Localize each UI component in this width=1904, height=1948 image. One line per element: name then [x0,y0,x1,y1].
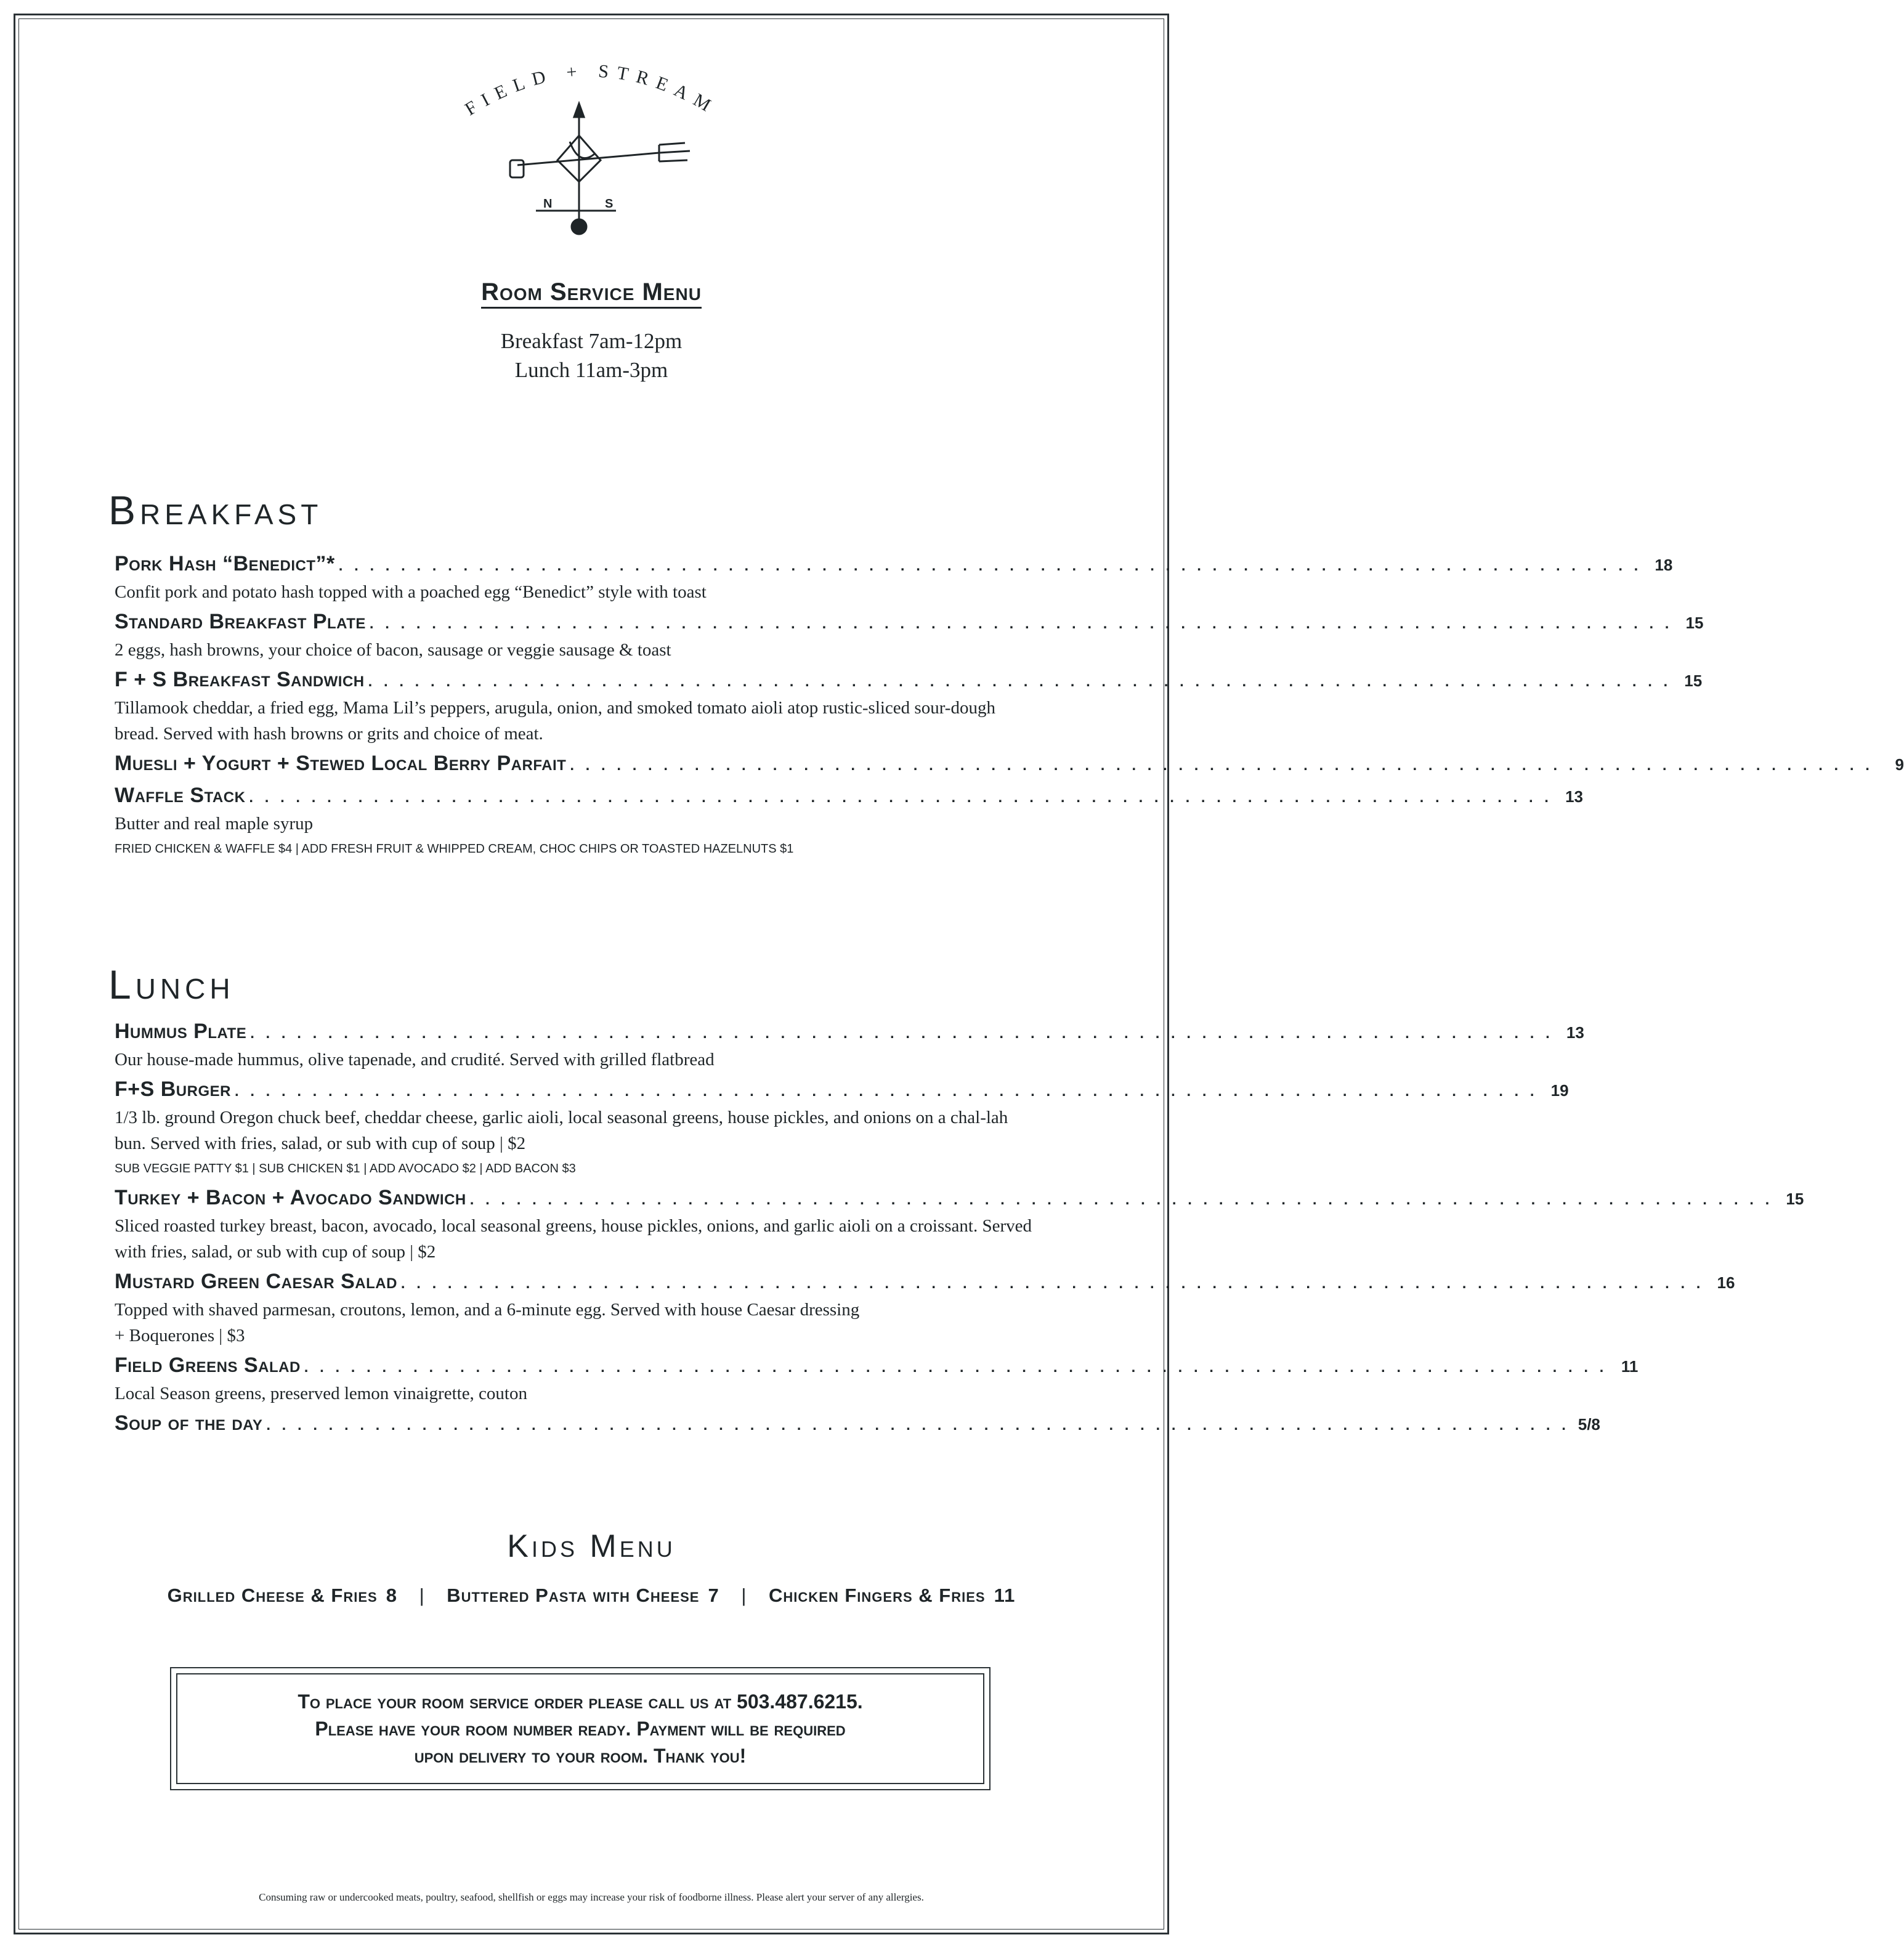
item-price: 19 [1550,1081,1569,1100]
food-safety-disclaimer: Consuming raw or undercooked meats, poultry, seafood, shellfish or eggs may increase your risk of foodborne illness. Please alert your server of any allergies. [259,1891,924,1903]
item-name: Mustard Green Caesar Salad [115,1270,397,1293]
dot-leader: . . . . . . . . . . . . . . . . . . . . . . . . . . . . . . . . . . . . . . . . . . . . . . . . . . . . . . . . . . . . . . . . . . . . . . . . . . . . . . . . . . . . [249,789,1552,806]
menu-item [115,1270,1735,1349]
item-description: 2 eggs, hash browns, your choice of bacon, sausage or veggie sausage & toast [115,640,671,660]
item-name: Field Greens Salad [115,1353,301,1377]
lunch-hours: Lunch 11am-3pm [514,358,668,382]
dot-leader: . . . . . . . . . . . . . . . . . . . . . . . . . . . . . . . . . . . . . . . . . . . . . . . . . . . . . . . . . . . . . . . . . . . . . . . . . . . . . . . . . . . . [369,615,1673,632]
menu-item [115,668,1703,747]
weathervane-logo-icon [444,49,739,240]
item-name: Hummus Plate [115,1020,247,1043]
menu-item [115,752,1904,779]
item-description: Confit pork and potato hash topped with a poached egg “Benedict” style with toast [115,582,707,602]
dot-leader: . . . . . . . . . . . . . . . . . . . . . . . . . . . . . . . . . . . . . . . . . . . . . . . . . . . . . . . . . . . . . . . . . . . . . . . . . . . . . . . . . . . . [234,1083,1538,1100]
kids-item-price: 11 [994,1585,1016,1606]
compass-s-label: S [605,197,614,211]
item-description: Local Season greens, preserved lemon vinaigrette, couton [115,1384,527,1403]
item-name: Turkey + Bacon + Avocado Sandwich [115,1186,466,1209]
order-notice-inner [176,1673,984,1784]
menu-item [115,1411,1600,1439]
item-price: 15 [1786,1190,1804,1208]
item-description: Butter and real maple syrup [115,814,314,834]
dot-leader: . . . . . . . . . . . . . . . . . . . . . . . . . . . . . . . . . . . . . . . . . . . . . . . . . . . . . . . . . . . . . . . . . . . . . . . . . . . . . . . . . . . . [266,1417,1570,1434]
item-price: 5/8 [1578,1415,1600,1434]
menu-item [115,1353,1639,1406]
brand-name [461,61,721,120]
item-name: F + S Breakfast Sandwich [115,668,365,691]
item-price: 18 [1655,556,1673,574]
kids-item-price: 8 [386,1585,397,1606]
item-price: 13 [1565,787,1583,806]
dot-leader: . . . . . . . . . . . . . . . . . . . . . . . . . . . . . . . . . . . . . . . . . . . . . . . . . . . . . . . . . . . . . . . . . . . . . . . . . . . . . . . . . . . . [304,1359,1608,1376]
breakfast-items [115,552,1904,866]
item-name: Waffle Stack [115,784,246,807]
item-price: 9 [1895,755,1904,774]
kids-item-separator: | [741,1585,747,1606]
kids-item-price: 7 [708,1585,719,1606]
item-description: Sliced roasted turkey breast, bacon, avocado, local seasonal greens, house pickles, onions, and garlic aioli on a croissant. Served with fries, salad, or sub with cup of soup | $2 [115,1216,1032,1262]
item-description: Tillamook cheddar, a fried egg, Mama Lil’s peppers, arugula, onion, and smoked tomato aioli atop rustic-sliced sour-dough bread. Served with hash browns or grits and choice of meat. [115,698,995,744]
dot-leader: . . . . . . . . . . . . . . . . . . . . . . . . . . . . . . . . . . . . . . . . . . . . . . . . . . . . . . . . . . . . . . . . . . . . . . . . . . . . . . . . . . . . [368,673,1672,690]
compass-n-label: N [543,197,553,211]
order-notice-box [170,1667,990,1790]
kids-item-name: Buttered Pasta with Cheese [447,1585,700,1606]
item-addon-note: + Boquerones | $3 [115,1326,245,1345]
menu-title-text: Room Service Menu [481,278,702,309]
item-name: Standard Breakfast Plate [115,610,366,633]
service-hours [0,327,1183,384]
item-price: 15 [1684,672,1703,690]
notice-line: upon delivery to your room. Thank you! [414,1745,747,1767]
menu-item [115,610,1704,663]
item-addons: FRIED CHICKEN & WAFFLE $4 | ADD FRESH FRUIT & WHIPPED CREAM, CHOC CHIPS OR TOASTED HAZELNUTS $1 [115,842,794,856]
breakfast-hours: Breakfast 7am-12pm [500,329,683,353]
kids-item-name: Chicken Fingers & Fries [769,1585,986,1606]
item-price: 15 [1685,614,1704,632]
menu-item [115,1186,1804,1265]
kids-item-separator: | [419,1585,425,1606]
dot-leader: . . . . . . . . . . . . . . . . . . . . . . . . . . . . . . . . . . . . . . . . . . . . . . . . . . . . . . . . . . . . . . . . . . . . . . . . . . . . . . . . . . . . [400,1275,1704,1292]
menu-item [115,552,1673,605]
lunch-section-title: Lunch [108,962,235,1007]
menu-item [115,1077,1569,1181]
kids-menu-title: Kids Menu [507,1528,676,1564]
item-name: F+S Burger [115,1077,231,1101]
brand-name-text: FIELD + STREAM [461,60,721,120]
breakfast-section-title: Breakfast [108,487,323,533]
item-description: Our house-made hummus, olive tapenade, and crudité. Served with grilled flatbread [115,1050,715,1069]
notice-line: Please have your room number ready. Payment will be required [315,1718,846,1740]
kids-menu-items [0,1585,1183,1607]
item-name: Pork Hash “Benedict”* [115,552,335,575]
item-name: Muesli + Yogurt + Stewed Local Berry Parfait [115,752,567,775]
notice-line: To place your room service order please call us at 503.487.6215. [298,1690,863,1713]
item-name: Soup of the day [115,1411,263,1435]
dot-leader: . . . . . . . . . . . . . . . . . . . . . . . . . . . . . . . . . . . . . . . . . . . . . . . . . . . . . . . . . . . . . . . . . . . . . . . . . . . . . . . . . . . . [250,1025,1554,1042]
item-price: 11 [1621,1357,1639,1376]
item-description: Topped with shaved parmesan, croutons, lemon, and a 6-minute egg. Served with house Caesar dressing [115,1300,860,1320]
menu-title [0,278,1183,306]
item-price: 16 [1717,1273,1735,1292]
field-stream-logo [444,49,739,240]
menu-item [115,784,1583,861]
dot-leader: . . . . . . . . . . . . . . . . . . . . . . . . . . . . . . . . . . . . . . . . . . . . . . . . . . . . . . . . . . . . . . . . . . . . . . . . . . . . . . . . . . . . [469,1191,1773,1208]
item-price: 13 [1566,1023,1584,1042]
menu-item [115,1020,1584,1073]
item-addons: SUB VEGGIE PATTY $1 | SUB CHICKEN $1 | ADD AVOCADO $2 | ADD BACON $3 [115,1162,576,1175]
lunch-items [115,1020,1804,1443]
dot-leader: . . . . . . . . . . . . . . . . . . . . . . . . . . . . . . . . . . . . . . . . . . . . . . . . . . . . . . . . . . . . . . . . . . . . . . . . . . . . . . . . . . . . [338,558,1642,574]
dot-leader: . . . . . . . . . . . . . . . . . . . . . . . . . . . . . . . . . . . . . . . . . . . . . . . . . . . . . . . . . . . . . . . . . . . . . . . . . . . . . . . . . . . . [570,757,1873,774]
item-description: 1/3 lb. ground Oregon chuck beef, cheddar cheese, garlic aioli, local seasonal greens, house pickles, and onions on a chal-lah bun. Served with fries, salad, or sub with cup of soup | $2 [115,1108,1008,1153]
kids-item-name: Grilled Cheese & Fries [167,1585,378,1606]
